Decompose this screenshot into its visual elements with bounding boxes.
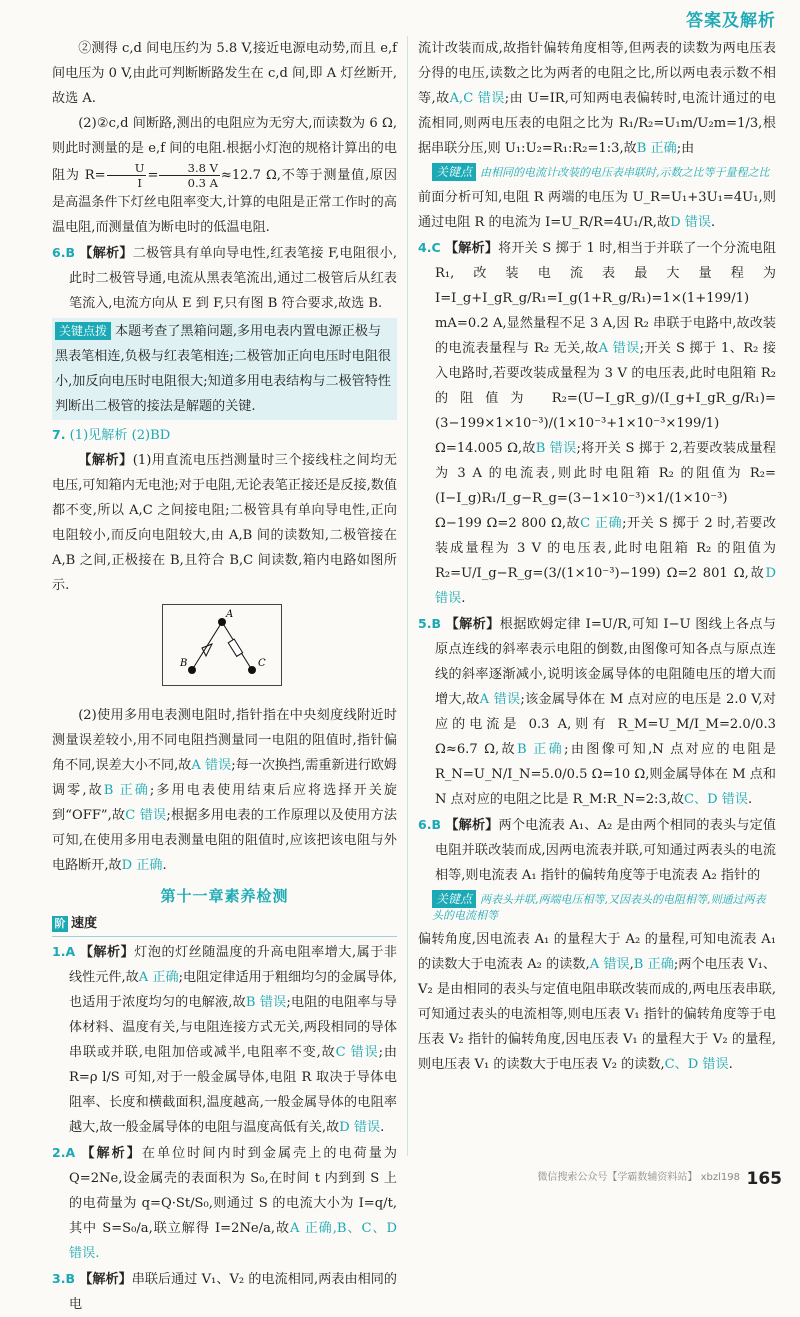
text: 流计改装而成,故指针偏转角度相等,但两表的读数为两电压表分得的电压,读数之比为两者的电阻之比,所以两电表示数不相等,故 (418, 41, 776, 106)
option-verdict: D 正确 (121, 858, 163, 873)
question-number: 4.C (418, 240, 441, 255)
text: ≈12.7 Ω,不等于测量值,原因是高温条件下灯丝电阻率变大,计算的电阻是正常工作时的高温电阻,而测量值为断电时的低温电阻. (52, 168, 398, 235)
note-text: 两表头并联,两端电压相等,又因表头的电阻相等,则通过两表头的电流相等 (432, 893, 766, 922)
text: , (629, 957, 634, 972)
text: (2)②c,d 间断路,测出的电阻应为无穷大,而读数为 6 Ω,则此时测量的是 e,f 间的电阻.根据小灯泡的规格计算出的电阻为 R= (52, 116, 397, 183)
label-a: A (226, 609, 234, 620)
text: ;该金属导体在 M 点对应的电压是 2.0 V,对应的电流是 0.3 A,则有 R_M=U_M/I_M=2.0/0.3 Ω≈6.7 Ω,故 (435, 692, 776, 757)
right-column (418, 36, 776, 1077)
option-verdict: D 错误 (339, 1120, 381, 1135)
option-verdict: C、D 错误 (684, 792, 748, 807)
section-title (52, 911, 397, 937)
fraction (107, 161, 147, 190)
note-text: 由相同的电流计改装的电压表串联时,示数之比等于量程之比 (480, 166, 770, 179)
paragraph (52, 703, 397, 878)
question-4 (418, 235, 776, 611)
option-verdict: C 错误 (335, 1045, 379, 1060)
option-verdict: B 错误 (245, 995, 287, 1010)
question-number: 3.B (52, 1271, 75, 1286)
margin-note (432, 890, 776, 923)
text: ;由 U=IR,可知两电表偏转时,电流计通过的电流相同,则两电压表的电阻之比为 R₁/R₂=U₁m/U₂m=1/3,根据串联分压,则 U₁:U₂=R₁:R₂=1:3,故 (418, 91, 776, 156)
text: . (710, 215, 716, 230)
text: ;由 R=ρ l/S 可知,对于一般金属导体,电阻 R 取决于导体电阻率、长度和横截面积,温度越高,一般金属导体的电阻率越大,故一般金属导体的电阻与温度高低有关,故 (69, 1045, 397, 1135)
answer: (1)见解析 (2)BD (69, 428, 171, 443)
option-verdict: B 正确 (633, 957, 674, 972)
section-icon: 阶 (52, 916, 68, 932)
option-verdict: B 错误 (535, 441, 577, 456)
text: ;将开关 S 掷于 2,若要改装成量程为 3 A 的电流表,则此时电阻箱 R₂ 的阻值为 R₂=(I−I_g)R₁/I_g−R_g=(3−1×10⁻³)×1/(1×10⁻³) Ω−199 Ω=2 800 Ω,故 (435, 441, 776, 531)
paragraph (52, 448, 397, 598)
text: ;多用电表使用结束后应将选择开关旋到“OFF”,故 (52, 783, 397, 823)
paragraph: ②测得 c,d 间电压约为 5.8 V,接近电源电动势,而且 e,f 间电压为 0 V,由此可判断断路发生在 c,d 间,即 A 灯丝断开,故选 A. (52, 41, 397, 106)
numerator: U (107, 161, 147, 176)
text: 串联后通过 V₁、V₂ 的电流相同,两表由相同的电 (69, 1272, 397, 1312)
question-6 (52, 240, 397, 316)
text: ;电阻的电阻率与导体材料、温度有关,与电阻连接方式无关,两段相同的导体串联或并联,电阻加倍或减半,电阻率不变,故 (69, 995, 397, 1060)
option-verdict: C 正确 (580, 516, 623, 531)
option-verdict: A 错误 (479, 692, 521, 707)
text: 二极管具有单向导电性,红表笔接 F,电阻很小,此时二极管导通,电流从黑表笔流出,通过二极管后从红表笔流入,电流方向从 E 到 F,只有图 B 符合要求,故选 B. (69, 246, 397, 311)
option-verdict: A 正确 (290, 1221, 333, 1236)
text: ;根据多用电表的工作原理以及使用方法可知,在使用多用电表测量电阻的阻值时,应该把该电阻与外电路断开,故 (52, 808, 397, 873)
text: 两个电流表 A₁、A₂ 是由两个相同的表头与定值电阻并联改装而成,因两电流表并联,可知通过两表头的电流相等,则电流表 A₁ 指针的偏转角度等于电流表 A₂ 指针的 (435, 818, 777, 883)
page-header: 答案及解析 (686, 11, 776, 31)
option-verdict: D 错误 (435, 566, 776, 606)
question-number: 5.B (418, 616, 441, 631)
option-verdict: C、D 错误 (664, 1057, 729, 1072)
text: (2)使用多用电表测电阻时,指针指在中央刻度线附近时测量误差较小,用不同电阻挡测量同一电阻的阻值时,指针偏角不同,误差大小不同,故 (52, 708, 397, 773)
paragraph (418, 36, 776, 161)
label-b: B (180, 658, 188, 669)
key-point-box (52, 318, 397, 420)
option-verdict: A 错误 (589, 957, 630, 972)
question-s3 (52, 1266, 397, 1317)
label-c: C (258, 658, 266, 669)
margin-note (432, 163, 776, 181)
text: 根据欧姆定律 I=U/R,可知 I−U 图线上各点与原点连线的斜率表示电阻的倒数,由图像可知各点与原点连线的斜率逐渐减小,说明该金属导体的电阻随电压的增大而增大,故 (435, 617, 776, 707)
diode-symbol (202, 644, 212, 656)
page-number: 165 (746, 1169, 782, 1189)
analysis-tag: 【解析】 (444, 241, 499, 256)
text: . (162, 858, 167, 873)
analysis-tag: 【解析】 (79, 1272, 132, 1287)
text: 本题考查了黑箱问题,多用电表内置电源正极与黑表笔相连,负极与红表笔相连;二极管加正向电压时电阻很小,加反向电压时电阻很大;知道多用电表结构与二极管特性判断出二极管的接法是解题的关键. (55, 324, 391, 414)
question-s2 (52, 1140, 397, 1266)
text: . (748, 792, 753, 807)
denominator: I (137, 176, 142, 190)
denominator: 0.3 A (187, 176, 218, 190)
text: ;开关 S 掷于 2 时,若要改装成量程为 3 V 的电压表,此时电阻箱 R₂ 的阻值为 R₂=U/I_g−R_g=(3/(1×10⁻³)−199) Ω=2 801 Ω,故 (435, 516, 776, 581)
question-6b (418, 812, 776, 888)
text: 灯泡的灯丝随温度的升高电阻率增大,属于非线性元件,故 (69, 945, 397, 985)
paragraph: (2)②c,d 间断路,测出的电阻应为无穷大,而读数为 6 Ω,则此时测量的是 e,f 间的电阻.根据小灯泡的规格计算出的电阻为 R= $\frac{U}{I}$ = $\frac{3.8 V}{0.3 A}$ ≈12.7 Ω,不等于测量值,原因是高温条件下灯丝电阻率变大,计算的电阻是正常工作时的高温电阻,而测量值为断电时的低温电阻. (52, 116, 398, 235)
text: ;每一次换挡,需重新进行欧姆调零,故 (52, 758, 398, 798)
text: 在单位时间内时到金属壳上的电荷量为 Q=2Ne,设金属壳的表面积为 S₀,在时间 t 内到到 S 上的电荷量为 q=Q·St/S₀,则通过 S 的电流大小为 I=q/t,其中 S=S₀/a,联立解得 I=2Ne/a,故 (69, 1146, 397, 1236)
option-verdict: D 错误 (670, 215, 711, 230)
question-number: 7. (52, 427, 66, 442)
option-verdict: A 错误 (598, 341, 640, 356)
diagram-frame (163, 605, 282, 686)
chapter-title: 第十一章素养检测 (160, 887, 289, 905)
option-verdict: ,B、C、D 错误. (69, 1221, 397, 1261)
text: . (728, 1057, 733, 1072)
option-verdict: A 错误 (191, 758, 232, 773)
circuit-diagram (162, 604, 397, 695)
question-s1: 1.A 【解析】灯泡的灯丝随温度的升高电阻率增大,属于非线性元件,故A 正确;电阻定律适用于粗细均匀的金属导体,也适用于浓度均匀的电解液,故B 错误;电阻的电阻率与导体材料、温度有关,与电阻连接方式无关,两段相同的导体串联或并联,电阻加倍或减半,电阻率不变,故C 错误;由 R=ρ l/S 可知,对于一般金属导体,电阻 R 取决于导体电阻率、长度和横截面积,温度越高,一般金属导体的电阻率越大,故一般金属导体的电阻与温度高低有关,故D 错误. (52, 944, 397, 1135)
text: ;开关 S 掷于 1、R₂ 接入电路时,若要改装成量程为 3 V 的电压表,此时电阻箱 R₂ 的阻值为 R₂=(U−I_gR_g)/(I_g+I_gR_g/R₁)=(3−199×1×10⁻³)/(1×10⁻³+1×10⁻³×199/1) Ω=14.005 Ω,故 (435, 341, 776, 456)
text: 前面分析可知,电阻 R 两端的电压为 U_R=U₁+3U₁=4U₁,则通过电阻 R 的电流为 I=U_R/R=4U₁/R,故 (418, 190, 776, 230)
numerator: 3.8 V (159, 161, 219, 176)
option-verdict: B 正确 (103, 783, 150, 798)
text: 偏转角度,因电流表 A₁ 的量程大于 A₂ 的量程,可知电流表 A₁ 的读数大于电流表 A₂ 的读数, (418, 932, 776, 972)
text: ;由 (676, 141, 695, 156)
circuit-svg (162, 604, 282, 686)
analysis-tag: 【解析】 (79, 246, 133, 261)
option-verdict: B 正确 (517, 742, 565, 757)
text: 将开关 S 掷于 1 时,相当于并联了一个分流电阻 R₁,改装电流表最大量程为 I=I_g+I_gR_g/R₁=I_g(1+R_g/R₁)=1×(1+199/1) mA=0.2 A,显然量程不足 3 A,因 R₂ 串联于电路中,故改装的电流表量程与 R₂ 无关,故 (435, 241, 776, 356)
footer-watermark: 微信搜索公众号【学霸数辅资料站】 xbzl198 (537, 1172, 740, 1183)
question-number: 1.A (52, 944, 76, 959)
resistor-symbol (228, 639, 242, 656)
text: . (461, 591, 466, 606)
analysis-tag: 【解析】 (81, 1146, 142, 1161)
paragraph (418, 927, 776, 1077)
fraction (159, 161, 219, 190)
question-7-answer (52, 422, 397, 448)
paragraph (418, 185, 776, 235)
question-5 (418, 611, 776, 812)
option-verdict: A 正确 (138, 970, 179, 985)
question-number: 2.A (52, 1145, 76, 1160)
option-verdict: C 错误 (125, 808, 167, 823)
left-column (52, 36, 397, 1317)
question-number: 6.B (52, 245, 75, 260)
text: (1)用直流电压挡测量时三个接线柱之间均无电压,可知箱内无电池;对于电阻,无论表笔正接还是反接,数值都不变,所以 A,C 之间接电阻;二极管具有单向导电性,正向电阻较小,而反向电阻较大,由 A,B 间的读数知,二极管接在 A,B 之间,正极接在 B,且符合 B,C 间读数,箱内电路如图所示. (52, 453, 397, 593)
question-number: 6.B (418, 817, 441, 832)
text: ;电阻定律适用于粗细均匀的金属导体,也适用于浓度均匀的电解液,故 (69, 970, 397, 1010)
analysis-tag: 【解析】 (78, 453, 133, 468)
note-label: 关键点 (432, 163, 476, 181)
analysis-tag: 【解析】 (445, 818, 499, 833)
column-divider (407, 36, 408, 1156)
analysis-tag: 【解析】 (445, 617, 500, 632)
note-label: 关键点 (432, 890, 476, 908)
key-point-label: 关键点拨 (55, 322, 111, 340)
section-label: 速度 (71, 916, 98, 931)
analysis-tag: 【解析】 (79, 945, 135, 960)
option-verdict: B 正确 (636, 141, 677, 156)
option-verdict: A,C 错误 (449, 91, 505, 106)
text: ;两个电压表 V₁、V₂ 是由相同的表头与定值电阻串联改装而成的,两电压表串联,可知通过表头的电流相等,则电压表 V₁ 指针的偏转角度等于电压表 V₂ 指针的偏转角度,因电压表 V₁ 的量程大于 V₂ 的量程,则电压表 V₁ 的读数大于电压表 V₂ 的读数, (418, 957, 776, 1072)
text: ;由图像可知,N 点对应的电阻是 R_N=U_N/I_N=5.0/0.5 Ω=10 Ω,则金属导体在 M 点和 N 点对应的电阻之比是 R_M:R_N=2:3,故 (435, 742, 776, 807)
